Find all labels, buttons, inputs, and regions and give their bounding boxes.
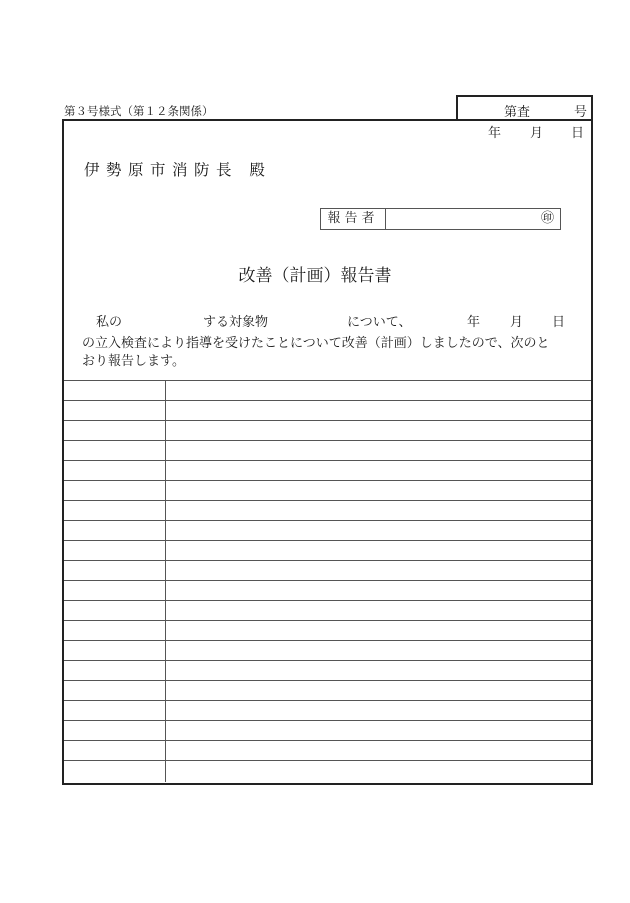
content-cell[interactable] bbox=[166, 521, 591, 540]
content-cell[interactable] bbox=[166, 541, 591, 560]
table-row bbox=[64, 541, 591, 561]
content-cell[interactable] bbox=[166, 721, 591, 740]
document-title: 改善（計画）報告書 bbox=[238, 266, 392, 286]
item-cell[interactable] bbox=[64, 401, 166, 420]
table-row bbox=[64, 681, 591, 701]
addressee: 伊勢原市消防長 殿 bbox=[84, 161, 272, 179]
document-number-box bbox=[456, 95, 593, 120]
content-cell[interactable] bbox=[166, 601, 591, 620]
content-cell[interactable] bbox=[166, 701, 591, 720]
body-line-2: の立入検査により指導を受けたことについて改善（計画）しましたので、次のと bbox=[82, 336, 550, 351]
table-row bbox=[64, 501, 591, 521]
body-text-b: する対象物 bbox=[203, 315, 269, 330]
number-suffix: 号 bbox=[573, 105, 587, 120]
content-cell[interactable] bbox=[166, 621, 591, 640]
body-text-c: について、 bbox=[347, 315, 412, 330]
content-cell[interactable] bbox=[166, 501, 591, 520]
content-cell[interactable] bbox=[166, 461, 591, 480]
content-cell[interactable] bbox=[166, 661, 591, 680]
item-cell[interactable] bbox=[64, 541, 166, 560]
reporter-label: 報告者 bbox=[321, 209, 386, 229]
item-cell[interactable] bbox=[64, 741, 166, 760]
item-cell[interactable] bbox=[64, 601, 166, 620]
date-month: 月 bbox=[530, 126, 544, 141]
table-row bbox=[64, 441, 591, 461]
table-row bbox=[64, 481, 591, 501]
item-cell[interactable] bbox=[64, 681, 166, 700]
table-row bbox=[64, 661, 591, 681]
item-cell[interactable] bbox=[64, 421, 166, 440]
body-line-3: おり報告します。 bbox=[82, 354, 185, 369]
content-cell[interactable] bbox=[166, 581, 591, 600]
body-text-a: 私の bbox=[96, 315, 123, 330]
number-prefix: 第査 bbox=[504, 105, 531, 120]
seal-icon: ㊞ bbox=[540, 211, 554, 226]
reporter-field[interactable] bbox=[320, 208, 561, 230]
item-cell[interactable] bbox=[64, 561, 166, 580]
item-cell[interactable] bbox=[64, 481, 166, 500]
table-row bbox=[64, 381, 591, 401]
table-row bbox=[64, 421, 591, 441]
body-paragraph bbox=[82, 314, 566, 332]
item-cell[interactable] bbox=[64, 761, 166, 782]
content-cell[interactable] bbox=[166, 481, 591, 500]
item-cell[interactable] bbox=[64, 501, 166, 520]
table-row bbox=[64, 701, 591, 721]
body-month: 月 bbox=[510, 315, 524, 330]
item-cell[interactable] bbox=[64, 661, 166, 680]
item-cell[interactable] bbox=[64, 441, 166, 460]
table-row bbox=[64, 581, 591, 601]
item-cell[interactable] bbox=[64, 621, 166, 640]
table-row bbox=[64, 741, 591, 761]
content-cell[interactable] bbox=[166, 381, 591, 400]
item-cell[interactable] bbox=[64, 521, 166, 540]
table-row bbox=[64, 601, 591, 621]
date-day: 日 bbox=[571, 126, 585, 141]
content-cell[interactable] bbox=[166, 421, 591, 440]
item-cell[interactable] bbox=[64, 721, 166, 740]
item-cell[interactable] bbox=[64, 701, 166, 720]
table-row bbox=[64, 621, 591, 641]
item-cell[interactable] bbox=[64, 381, 166, 400]
table-row bbox=[64, 521, 591, 541]
content-cell[interactable] bbox=[166, 401, 591, 420]
content-cell[interactable] bbox=[166, 641, 591, 660]
content-cell[interactable] bbox=[166, 561, 591, 580]
content-cell[interactable] bbox=[166, 741, 591, 760]
table-row bbox=[64, 561, 591, 581]
item-cell[interactable] bbox=[64, 641, 166, 660]
body-day: 日 bbox=[552, 315, 566, 330]
form-number-label: 第３号様式（第１２条関係） bbox=[64, 104, 214, 118]
content-cell[interactable] bbox=[166, 681, 591, 700]
item-cell[interactable] bbox=[64, 461, 166, 480]
table-row bbox=[64, 721, 591, 741]
table-row bbox=[64, 761, 591, 782]
table-row bbox=[64, 401, 591, 421]
report-table bbox=[64, 380, 591, 782]
content-cell[interactable] bbox=[166, 441, 591, 460]
item-cell[interactable] bbox=[64, 581, 166, 600]
content-cell[interactable] bbox=[166, 761, 591, 780]
table-row bbox=[64, 461, 591, 481]
table-row bbox=[64, 641, 591, 661]
body-year: 年 bbox=[467, 315, 481, 330]
date-year: 年 bbox=[488, 126, 502, 141]
